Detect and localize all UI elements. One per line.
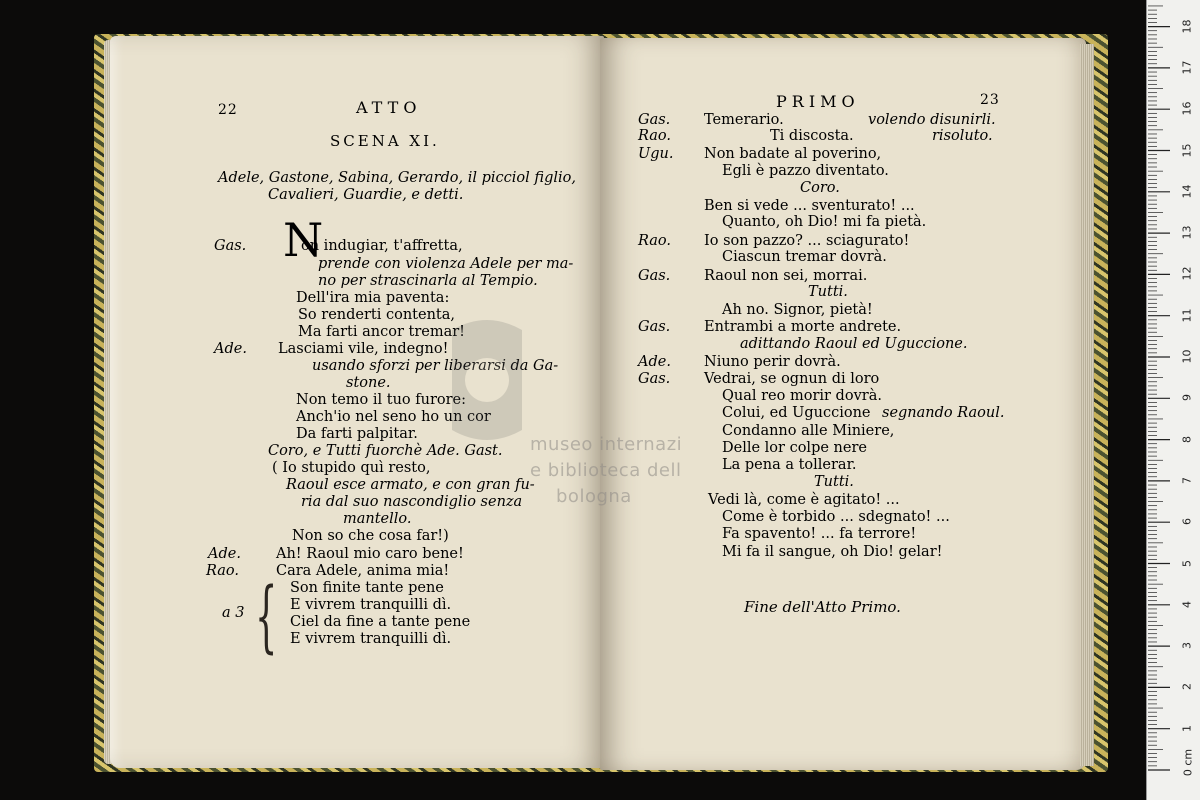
verse-line: Vedi là, come è agitato! ... bbox=[708, 492, 900, 508]
stage-direction: segnando Raoul. bbox=[882, 405, 1005, 421]
brace-a3: { bbox=[255, 572, 278, 662]
verse-line: Da farti palpitar. bbox=[296, 426, 418, 442]
ruler-number: 10 bbox=[1180, 349, 1194, 364]
verse-line: Non so che cosa far!) bbox=[292, 528, 449, 544]
verse-line: Ciascun tremar dovrà. bbox=[722, 249, 887, 265]
ruler-number: 14 bbox=[1180, 184, 1194, 199]
ruler-number: 13 bbox=[1180, 225, 1194, 240]
verse-line: Raoul esce armato, e con gran fu- bbox=[286, 477, 535, 493]
verse-line: Condanno alle Miniere, bbox=[722, 423, 895, 439]
ruler-number: 11 bbox=[1180, 308, 1194, 323]
speaker-label: Ade. bbox=[638, 354, 671, 370]
page-edges-right bbox=[1080, 44, 1094, 766]
ruler-number: 9 bbox=[1180, 394, 1194, 402]
verse-line: Quanto, oh Dio! mi fa pietà. bbox=[722, 214, 927, 230]
verse-line: Cara Adele, anima mia! bbox=[276, 563, 450, 579]
ruler-number: 17 bbox=[1180, 60, 1194, 75]
verse-line: Ah! Raoul mio caro bene! bbox=[276, 546, 464, 562]
verse-line: ( Io stupido quì resto, bbox=[272, 460, 431, 476]
ruler-number: 16 bbox=[1180, 101, 1194, 116]
watermark-line-3: bologna bbox=[556, 486, 632, 507]
museum-logo-watermark bbox=[432, 310, 542, 450]
left-page-number: 22 bbox=[218, 102, 238, 118]
speaker-label: a 3 bbox=[222, 605, 245, 621]
verse-line: La pena a tollerar. bbox=[722, 457, 857, 473]
left-running-head: ATTO bbox=[356, 98, 422, 117]
verse-line: Come è torbido ... sdegnato! ... bbox=[722, 509, 950, 525]
verse-line: Ti discosta. bbox=[770, 128, 854, 144]
watermark-line-2: e biblioteca dell bbox=[530, 460, 682, 481]
verse-line: Fa spavento! ... fa terrore! bbox=[722, 526, 917, 542]
verse-line: Ciel da fine a tante pene bbox=[290, 614, 471, 630]
end-of-act: Fine dell'Atto Primo. bbox=[744, 598, 901, 616]
verse-line: Ma farti ancor tremar! bbox=[298, 324, 465, 340]
ruler-number: 12 bbox=[1180, 266, 1194, 281]
ruler-number: 4 bbox=[1180, 600, 1194, 608]
verse-line: Qual reo morir dovrà. bbox=[722, 388, 882, 404]
ruler-number: 8 bbox=[1180, 435, 1194, 443]
ruler-number: 2 bbox=[1180, 683, 1194, 691]
ruler-number: 5 bbox=[1180, 559, 1194, 567]
scene-heading: SCENA XI. bbox=[330, 132, 440, 150]
ruler-number: 1 bbox=[1180, 724, 1194, 732]
ruler-unit-label: 0 cm bbox=[1181, 748, 1195, 777]
verse-line: adittando Raoul ed Uguccione. bbox=[740, 336, 968, 352]
verse-line: mantello. bbox=[343, 511, 412, 527]
verse-line: Io son pazzo? ... sciagurato! bbox=[704, 233, 910, 249]
verse-line: E vivrem tranquilli dì. bbox=[290, 597, 452, 613]
verse-line: Non badate al poverino, bbox=[704, 146, 882, 162]
verse-line: Entrambi a morte andrete. bbox=[704, 319, 902, 335]
verse-line: usando sforzi per liberarsi da Ga- bbox=[312, 358, 559, 374]
stage-direction: volendo disunirli. bbox=[868, 112, 996, 128]
cast-line-1: Adele, Gastone, Sabina, Gerardo, il picciol figlio, bbox=[218, 170, 576, 186]
ruler-number: 7 bbox=[1180, 476, 1194, 484]
verse-line: Tutti. bbox=[808, 284, 848, 300]
verse-line: prende con violenza Adele per ma- bbox=[318, 256, 574, 272]
verse-line: Non temo il tuo furore: bbox=[296, 392, 467, 408]
ruler-number: 15 bbox=[1180, 143, 1194, 157]
verse-line: Anch'io nel seno ho un cor bbox=[296, 409, 491, 425]
speaker-label: Ade. bbox=[208, 546, 241, 562]
drop-cap: N bbox=[283, 213, 324, 267]
verse-line: Son finite tante pene bbox=[290, 580, 444, 596]
speaker-label: Rao. bbox=[206, 563, 239, 579]
verse-line: Dell'ira mia paventa: bbox=[296, 290, 450, 306]
verse-line: Niuno perir dovrà. bbox=[704, 354, 841, 370]
verse-line: Vedrai, se ognun di loro bbox=[704, 371, 880, 387]
speaker-label: Ugu. bbox=[638, 146, 674, 162]
verse-line: Coro. bbox=[800, 180, 840, 196]
verse-line: Mi fa il sangue, oh Dio! gelar! bbox=[722, 544, 943, 560]
verse-line: Lasciami vile, indegno! bbox=[278, 341, 449, 357]
cast-line-2: Cavalieri, Guardie, e detti. bbox=[268, 187, 464, 203]
speaker-label: Gas. bbox=[214, 238, 247, 254]
speaker-label: Rao. bbox=[638, 233, 671, 249]
watermark-line-1: museo internazi bbox=[530, 434, 683, 455]
stage-direction: risoluto. bbox=[932, 128, 993, 144]
verse-line: Ah no. Signor, pietà! bbox=[722, 302, 873, 318]
ruler-number: 6 bbox=[1180, 518, 1194, 526]
right-running-head: PRIMO bbox=[776, 92, 860, 111]
verse-line: Coro, e Tutti fuorchè Ade. Gast. bbox=[268, 443, 503, 459]
verse-line: ria dal suo nascondiglio senza bbox=[301, 494, 523, 510]
speaker-label: Gas. bbox=[638, 371, 671, 387]
verse-line: stone. bbox=[346, 375, 391, 391]
ruler-number: 18 bbox=[1180, 19, 1194, 34]
ruler-number: 3 bbox=[1180, 642, 1194, 650]
verse-line: Raoul non sei, morrai. bbox=[704, 268, 868, 284]
measuring-ruler bbox=[1146, 0, 1200, 800]
speaker-label: Gas. bbox=[638, 112, 671, 128]
speaker-label: Rao. bbox=[638, 128, 671, 144]
verse-line: Ben si vede ... sventurato! ... bbox=[704, 198, 915, 214]
verse-line: on indugiar, t'affretta, bbox=[301, 238, 463, 254]
verse-line: no per strascinarla al Tempio. bbox=[318, 273, 538, 289]
verse-line: Tutti. bbox=[814, 474, 854, 490]
verse-line: Delle lor colpe nere bbox=[722, 440, 867, 456]
verse-line: Temerario. bbox=[704, 112, 784, 128]
speaker-label: Ade. bbox=[214, 341, 247, 357]
verse-line: E vivrem tranquilli dì. bbox=[290, 631, 452, 647]
right-page-number: 23 bbox=[980, 92, 1000, 108]
verse-line: Egli è pazzo diventato. bbox=[722, 163, 889, 179]
verse-line: Colui, ed Uguccione bbox=[722, 405, 871, 421]
verse-line: So renderti contenta, bbox=[298, 307, 456, 323]
speaker-label: Gas. bbox=[638, 268, 671, 284]
speaker-label: Gas. bbox=[638, 319, 671, 335]
